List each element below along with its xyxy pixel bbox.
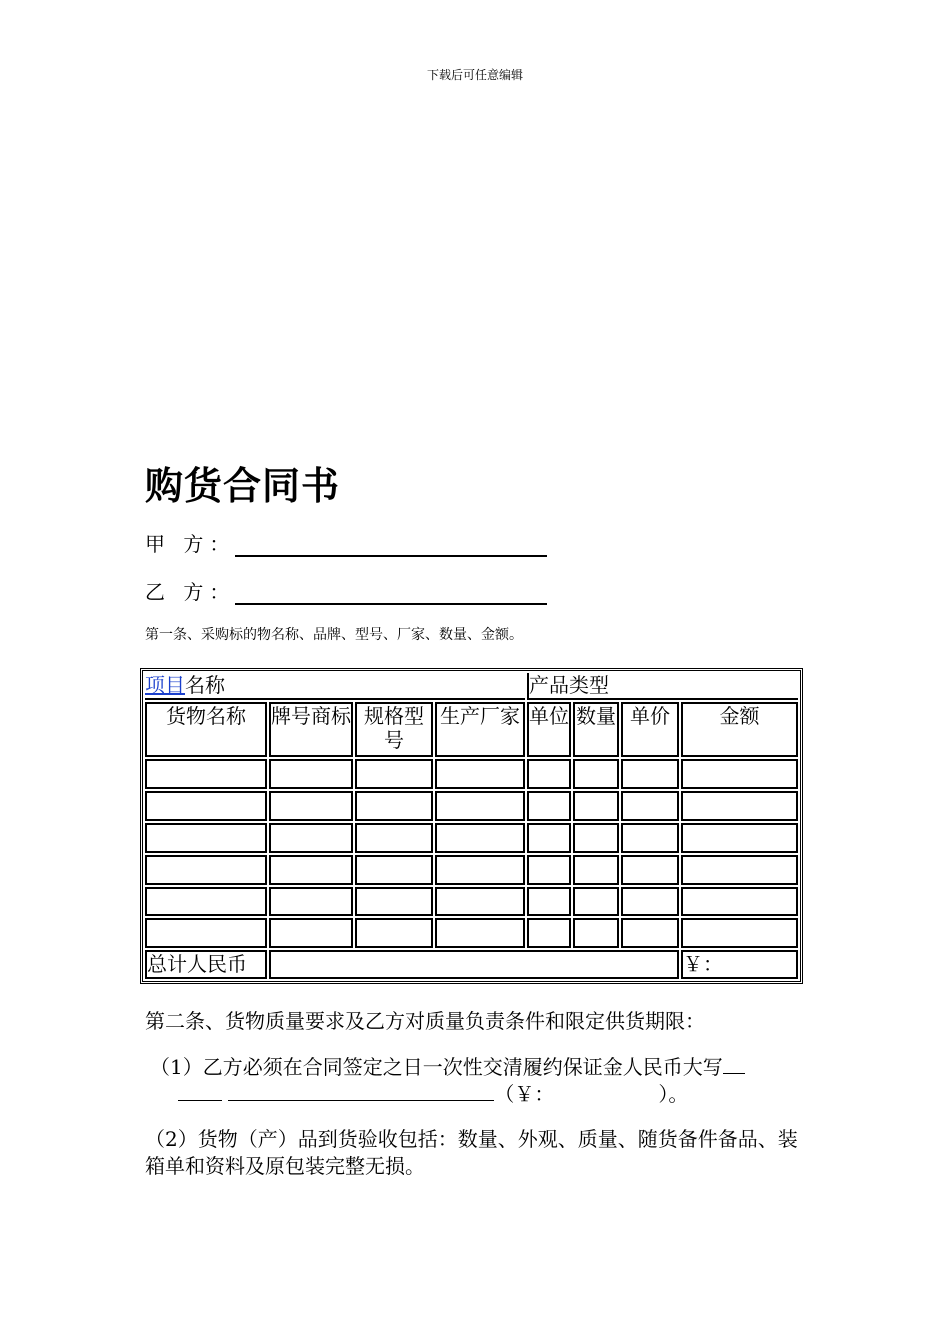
table-cell[interactable]	[681, 887, 798, 917]
table-cell[interactable]	[435, 759, 525, 789]
clause-1-amount-suffix: ）。	[658, 1082, 689, 1106]
party-b-field[interactable]	[235, 585, 547, 605]
product-type-label: 产品类型	[529, 673, 609, 697]
party-b-label: 乙 方：	[145, 580, 236, 604]
table-cell[interactable]	[621, 823, 679, 853]
clause-1	[150, 1054, 810, 1108]
party-a-row	[145, 528, 547, 557]
total-label-cell: 总计人民币	[145, 950, 267, 979]
clause-1-amount-field[interactable]	[228, 1100, 494, 1101]
table-cell[interactable]	[145, 791, 267, 821]
col-header: 货物名称	[145, 702, 267, 758]
col-header: 单价	[621, 702, 679, 758]
table-cell[interactable]	[269, 791, 353, 821]
table-total-row	[145, 950, 798, 979]
table-cell[interactable]	[435, 823, 525, 853]
clause-1-blank[interactable]	[723, 1073, 745, 1074]
clause-1-blank[interactable]	[178, 1100, 222, 1101]
table-cell[interactable]	[681, 855, 798, 885]
table-row	[145, 791, 798, 821]
table-cell[interactable]	[621, 759, 679, 789]
table-cell[interactable]	[269, 855, 353, 885]
table-cell[interactable]	[355, 823, 433, 853]
table-cell[interactable]	[355, 918, 433, 948]
product-type-cell	[527, 673, 798, 700]
table-cell[interactable]	[527, 759, 571, 789]
table-cell[interactable]	[269, 918, 353, 948]
table-cell[interactable]	[355, 759, 433, 789]
clause-1-text: （1）乙方必须在合同签定之日一次性交清履约保证金人民币大写	[150, 1055, 723, 1079]
goods-table	[140, 668, 803, 984]
table-row	[145, 918, 798, 948]
table-cell[interactable]	[573, 887, 619, 917]
party-a-label: 甲 方：	[145, 532, 236, 556]
table-cell[interactable]	[355, 887, 433, 917]
table-cell[interactable]	[435, 887, 525, 917]
table-cell[interactable]	[573, 823, 619, 853]
col-header: 规格型号	[355, 702, 433, 758]
table-row	[145, 887, 798, 917]
project-name-cell	[145, 673, 525, 700]
table-cell[interactable]	[145, 887, 267, 917]
table-cell[interactable]	[527, 855, 571, 885]
table-cell[interactable]	[527, 823, 571, 853]
table-cell[interactable]	[621, 918, 679, 948]
article-1: 第一条、采购标的物名称、品牌、型号、厂家、数量、金额。	[145, 627, 523, 643]
col-header: 单位	[527, 702, 571, 758]
table-cell[interactable]	[269, 887, 353, 917]
table-cell[interactable]	[621, 855, 679, 885]
table-cell[interactable]	[681, 791, 798, 821]
document-title: 购货合同书	[145, 464, 341, 508]
table-cell[interactable]	[145, 823, 267, 853]
clause-1-amount-prefix: （￥：	[494, 1082, 555, 1106]
project-name-label: 名称	[185, 673, 225, 697]
table-cell[interactable]	[621, 887, 679, 917]
table-row	[145, 823, 798, 853]
article-2: 第二条、货物质量要求及乙方对质量负责条件和限定供货期限：	[145, 1009, 705, 1033]
table-cell[interactable]	[681, 918, 798, 948]
table-cell[interactable]	[355, 791, 433, 821]
party-b-row	[145, 576, 547, 605]
table-cell[interactable]	[435, 791, 525, 821]
table-cell[interactable]	[621, 791, 679, 821]
table-cell[interactable]	[269, 823, 353, 853]
table-project-row	[145, 673, 798, 700]
party-a-field[interactable]	[235, 537, 547, 557]
table-cell[interactable]	[145, 759, 267, 789]
table-cell[interactable]	[573, 918, 619, 948]
col-header: 数量	[573, 702, 619, 758]
table-cell[interactable]	[269, 759, 353, 789]
table-cell[interactable]	[145, 918, 267, 948]
table-cell[interactable]	[527, 791, 571, 821]
clause-2: （2）货物（产）品到货验收包括：数量、外观、质量、随货备件备品、装箱单和资料及原包装完整无损。	[145, 1127, 798, 1178]
table-cell[interactable]	[573, 855, 619, 885]
table-cell[interactable]	[573, 759, 619, 789]
table-cell[interactable]	[435, 855, 525, 885]
col-header: 金额	[681, 702, 798, 758]
table-cell[interactable]	[573, 791, 619, 821]
table-cell[interactable]	[145, 855, 267, 885]
table-row	[145, 759, 798, 789]
col-header: 生产厂家	[435, 702, 525, 758]
project-link[interactable]: 项目	[145, 673, 185, 697]
header-note: 下载后可任意编辑	[426, 68, 523, 82]
table-cell[interactable]	[681, 823, 798, 853]
table-row	[145, 855, 798, 885]
table-cell[interactable]	[527, 887, 571, 917]
table-cell[interactable]	[527, 918, 571, 948]
table-header-row	[145, 702, 798, 758]
table-cell[interactable]	[355, 855, 433, 885]
table-cell[interactable]	[435, 918, 525, 948]
table-cell[interactable]	[681, 759, 798, 789]
col-header: 牌号商标	[269, 702, 353, 758]
total-amount-words-cell[interactable]	[269, 950, 679, 979]
total-value-cell[interactable]: ￥：	[681, 950, 798, 979]
